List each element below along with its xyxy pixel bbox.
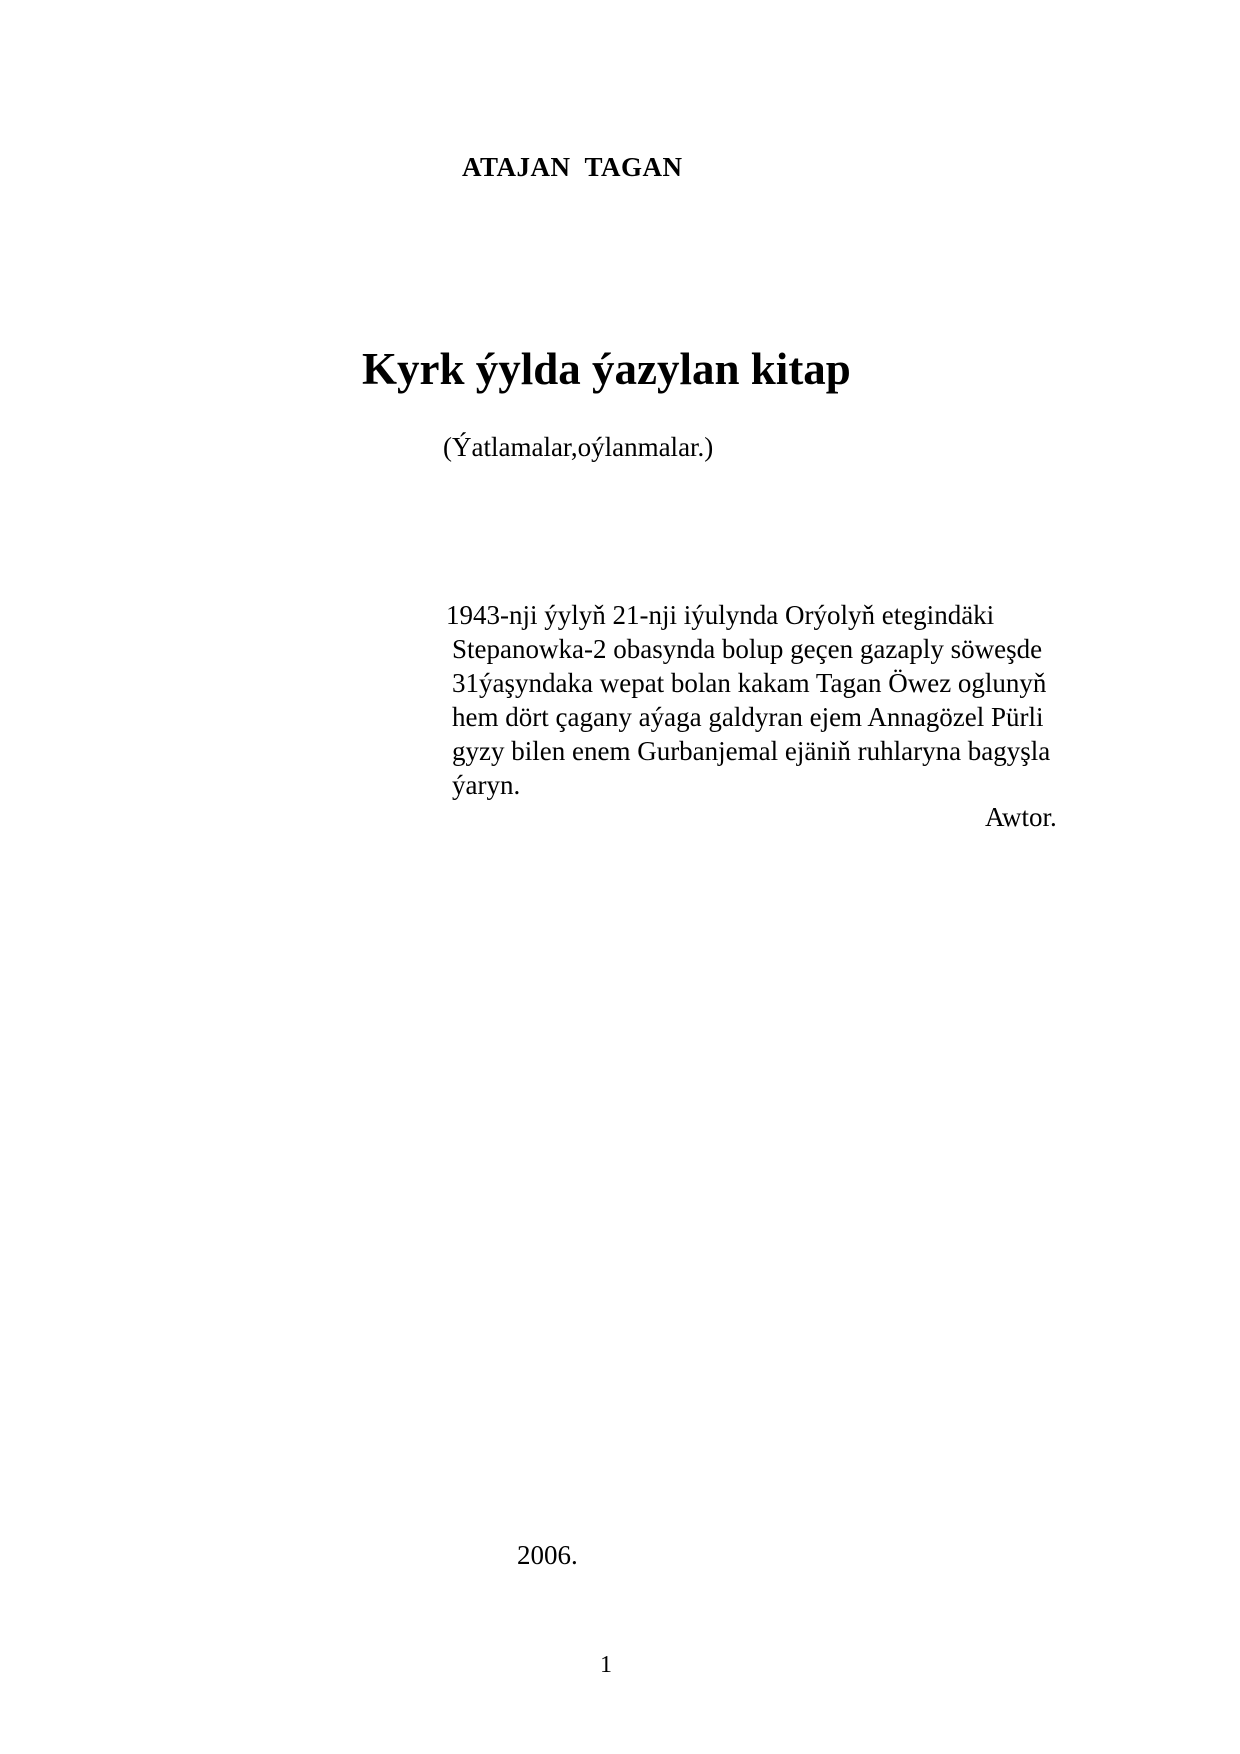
dedication-line: gyzy bilen enem Gurbanjemal ejäniň ruhlaryna bagyşla [452,736,1051,766]
book-title: Kyrk ýylda ýazylan kitap [362,344,851,394]
dedication-line: 31ýaşyndaka wepat bolan kakam Tagan Öwez oglunyň [452,668,1047,698]
dedication-line: 1943-nji ýylyň 21-nji iýulynda Orýolyň etegindäki [446,600,995,630]
dedication-line: ýaryn. [452,770,521,800]
author-name: ATAJAN TAGAN [462,152,683,182]
dedication-paragraph [446,598,1126,802]
publication-year: 2006. [517,1540,578,1570]
dedication-line: Stepanowka-2 obasynda bolup geçen gazaply söweşde [452,634,1043,664]
dedication-line: hem dört çagany aýaga galdyran ejem Annagözel Pürli [452,702,1044,732]
book-subtitle: (Ýatlamalar,oýlanmalar.) [443,432,714,462]
dedication-signature: Awtor. [985,802,1057,832]
page-number: 1 [600,1652,612,1678]
